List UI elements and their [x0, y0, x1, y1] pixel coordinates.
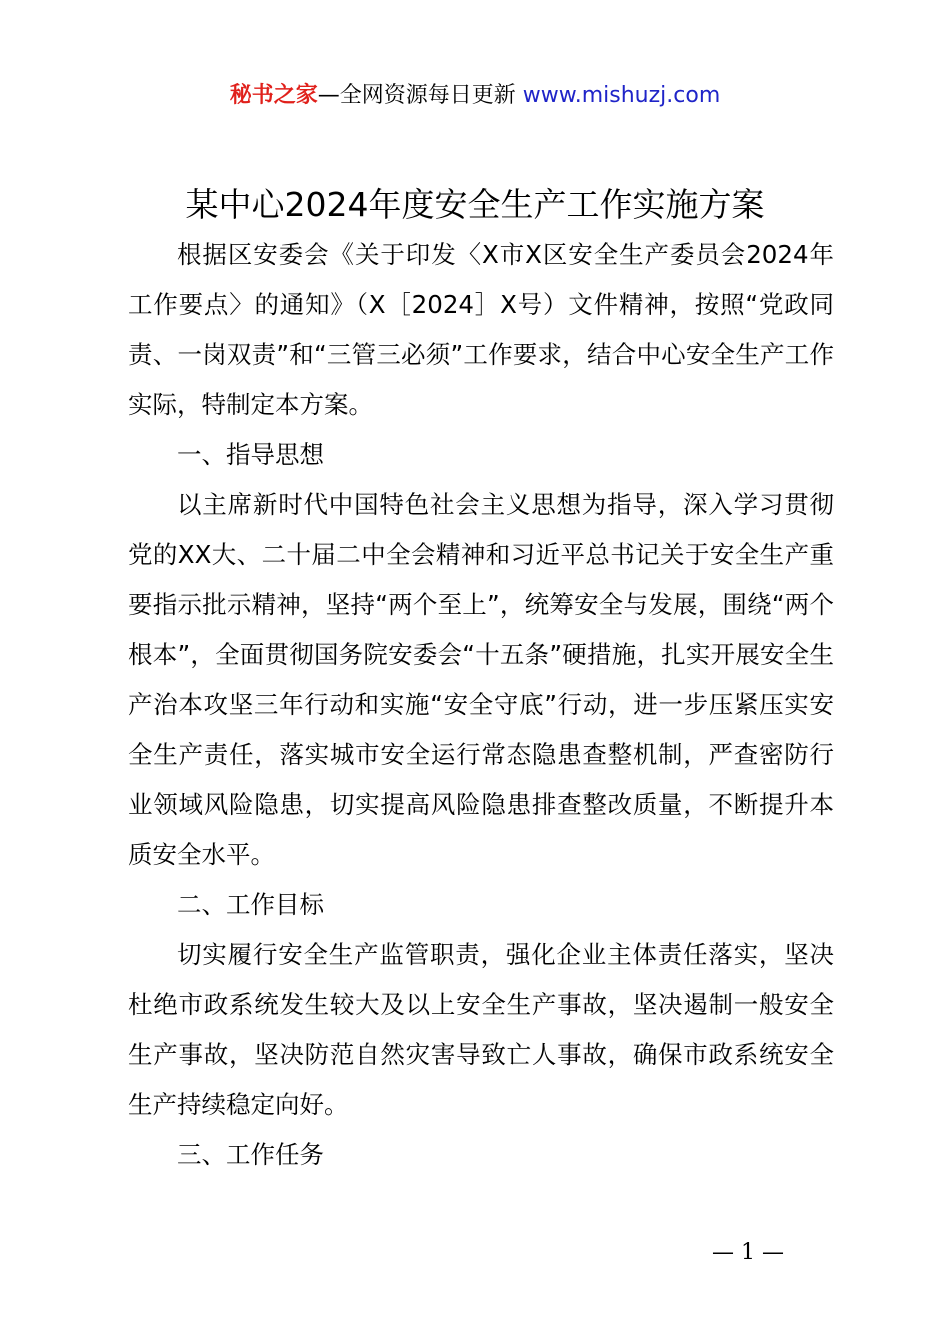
- document-body: [128, 230, 834, 1180]
- section-heading-work-tasks: 三、工作任务: [177, 1140, 324, 1169]
- site-url-link[interactable]: www.mishuzj.com: [522, 83, 721, 108]
- document-title: 某中心2024年度安全生产工作实施方案: [185, 185, 765, 224]
- section-heading-guiding-ideology: 一、指导思想: [177, 440, 324, 469]
- header-tagline: —全网资源每日更新: [317, 83, 523, 108]
- site-header: [0, 80, 950, 112]
- section-text-guiding-ideology: 以主席新时代中国特色社会主义思想为指导，深入学习贯彻党的XX大、二十届二中全会精神和习近平总书记关于安全生产重要指示批示精神，坚持“两个至上”，统筹安全与发展，围绕“两个根本”，全面贯彻国务院安委会“十五条”硬措施，扎实开展安全生产治本攻坚三年行动和实施“安全守底”行动，进一步压紧压实安全生产责任，落实城市安全运行常态隐患查整机制，严查密防行业领域风险隐患，切实提高风险隐患排查整改质量，不断提升本质安全水平。: [128, 490, 834, 869]
- intro-paragraph: 根据区安委会《关于印发〈X市X区安全生产委员会2024年工作要点〉的通知》（X［2024］X号）文件精神，按照“党政同责、一岗双责”和“三管三必须”工作要求，结合中心安全生产工作实际，特制定本方案。: [128, 240, 834, 419]
- page-number: — 1 —: [712, 1240, 784, 1265]
- section-heading-work-goals: 二、工作目标: [177, 890, 324, 919]
- brand-name: 秘书之家: [229, 83, 318, 108]
- section-text-work-goals: 切实履行安全生产监管职责，强化企业主体责任落实，坚决杜绝市政系统发生较大及以上安全生产事故，坚决遏制一般安全生产事故，坚决防范自然灾害导致亡人事故，确保市政系统安全生产持续稳定向好。: [128, 940, 834, 1119]
